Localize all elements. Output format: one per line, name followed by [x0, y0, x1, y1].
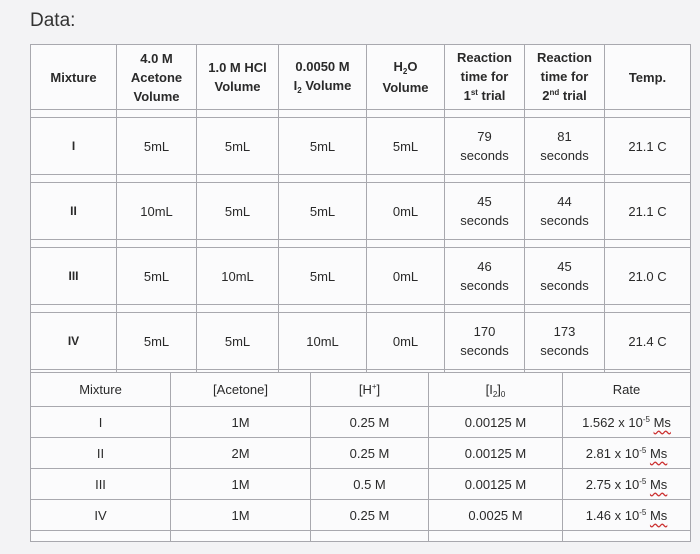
iodine-volume: 5mL — [279, 118, 367, 175]
acetone-volume: 10mL — [117, 183, 197, 240]
temperature: 21.0 C — [605, 248, 691, 305]
trial1-time: 79 seconds — [445, 118, 525, 175]
mixture-id: III — [31, 469, 171, 500]
trial1-time: 46 seconds — [445, 248, 525, 305]
table-row — [31, 248, 691, 305]
trial1-time: 45 seconds — [445, 183, 525, 240]
water-volume: 0mL — [367, 183, 445, 240]
acetone-concentration: 2M — [171, 438, 311, 469]
mixture-id: IV — [31, 313, 117, 370]
header-mixture: Mixture — [31, 45, 117, 110]
iodine-volume: 5mL — [279, 183, 367, 240]
hcl-volume: 10mL — [197, 248, 279, 305]
water-volume: 5mL — [367, 118, 445, 175]
h-concentration: 0.25 M — [311, 407, 429, 438]
iodine-concentration: 0.00125 M — [429, 438, 563, 469]
mixture-id: II — [31, 438, 171, 469]
iodine-concentration: 0.00125 M — [429, 469, 563, 500]
table-row — [31, 183, 691, 240]
header-temperature: Temp. — [605, 45, 691, 110]
header-hcl-volume: 1.0 M HCl Volume — [197, 45, 279, 110]
trial2-time: 173 seconds — [525, 313, 605, 370]
temperature: 21.4 C — [605, 313, 691, 370]
mixture-id: I — [31, 118, 117, 175]
iodine-volume: 10mL — [279, 313, 367, 370]
header-trial1-time: Reaction time for 1st trial — [445, 45, 525, 110]
header-rate: Rate — [563, 373, 691, 407]
acetone-concentration: 1M — [171, 407, 311, 438]
header-water-volume: $H_2O$ Volume — [367, 45, 445, 110]
header-trial2-time: Reaction time for 2nd trial — [525, 45, 605, 110]
table-row — [31, 407, 691, 438]
hcl-volume: 5mL — [197, 183, 279, 240]
rate-value: 2.75 x $10^{-5}$ Ms — [563, 469, 691, 500]
h-concentration: 0.25 M — [311, 438, 429, 469]
iodine-volume: 5mL — [279, 248, 367, 305]
acetone-concentration: 1M — [171, 469, 311, 500]
mixture-id: I — [31, 407, 171, 438]
hcl-volume: 5mL — [197, 118, 279, 175]
mixture-id: IV — [31, 500, 171, 531]
trial1-time: 170 seconds — [445, 313, 525, 370]
header-iodine-concentration: $[I_2]_0$ — [429, 373, 563, 407]
h-concentration: 0.5 M — [311, 469, 429, 500]
rate-value: 2.81 x $10^{-5}$ Ms — [563, 438, 691, 469]
mixture-id: III — [31, 248, 117, 305]
acetone-volume: 5mL — [117, 118, 197, 175]
trial2-time: 81 seconds — [525, 118, 605, 175]
concentration-rate-table — [30, 372, 691, 542]
temperature: 21.1 C — [605, 118, 691, 175]
acetone-volume: 5mL — [117, 248, 197, 305]
water-volume: 0mL — [367, 313, 445, 370]
volume-time-table — [30, 44, 691, 378]
temperature: 21.1 C — [605, 183, 691, 240]
header-mixture: Mixture — [31, 373, 171, 407]
rate-value: 1.46 x $10^{-5}$ Ms — [563, 500, 691, 531]
water-volume: 0mL — [367, 248, 445, 305]
mixture-id: II — [31, 183, 117, 240]
iodine-concentration: 0.00125 M — [429, 407, 563, 438]
table-row — [31, 438, 691, 469]
header-acetone-volume: 4.0 M Acetone Volume — [117, 45, 197, 110]
header-h-concentration: [H+] — [311, 373, 429, 407]
h-concentration: 0.25 M — [311, 500, 429, 531]
table-row — [31, 500, 691, 531]
acetone-volume: 5mL — [117, 313, 197, 370]
table-row — [31, 118, 691, 175]
table-row — [31, 313, 691, 370]
table2-header-row — [31, 373, 691, 407]
trial2-time: 44 seconds — [525, 183, 605, 240]
acetone-concentration: 1M — [171, 500, 311, 531]
hcl-volume: 5mL — [197, 313, 279, 370]
table1-header-row — [31, 45, 691, 110]
header-iodine-volume: 0.0050 M $I_2$ Volume — [279, 45, 367, 110]
page-title: Data: — [30, 10, 76, 31]
rate-value: 1.562 x $10^{-5}$ Ms — [563, 407, 691, 438]
table-row — [31, 469, 691, 500]
iodine-concentration: 0.0025 M — [429, 500, 563, 531]
header-acetone-concentration: [Acetone] — [171, 373, 311, 407]
trial2-time: 45 seconds — [525, 248, 605, 305]
